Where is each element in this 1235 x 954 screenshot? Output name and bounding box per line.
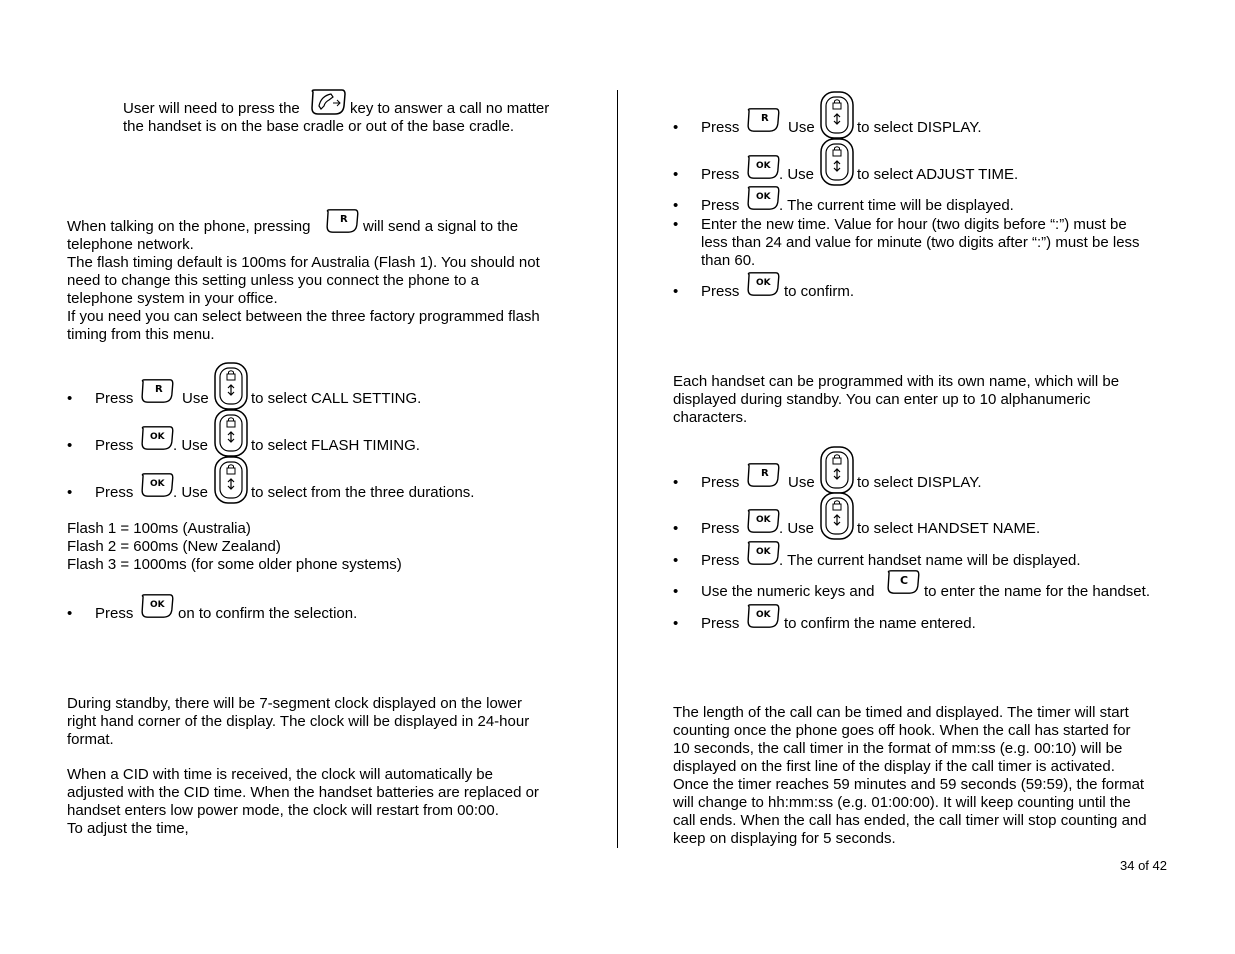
text-line: displayed during standby. You can enter up to 10 alphanumeric <box>673 391 1091 408</box>
ok-key-icon <box>745 603 781 629</box>
text-line: Each handset can be programmed with its own name, which will be <box>673 373 1120 390</box>
step-flash-timing <box>67 432 420 455</box>
bullet: • <box>67 437 73 454</box>
step-durations <box>67 479 475 502</box>
step-text: Use the numeric keys and <box>701 583 875 600</box>
text-line: The length of the call can be timed and displayed. The timer will start <box>673 704 1129 721</box>
step-text: Press <box>701 283 740 300</box>
svg-text:OK: OK <box>756 278 771 288</box>
ok-key-icon <box>745 540 781 566</box>
name-step-current <box>673 547 1081 570</box>
svg-text:OK: OK <box>150 479 165 489</box>
step-text: to confirm. <box>784 283 855 300</box>
step-text: Use <box>788 474 815 491</box>
step-text: Use <box>182 390 209 407</box>
bullet: • <box>673 166 679 183</box>
navigation-key-icon <box>819 137 855 187</box>
bullet: • <box>673 552 679 569</box>
name-step-enter <box>673 574 1150 601</box>
step-text: Press <box>95 390 134 407</box>
step-text: . Use <box>779 166 815 183</box>
step-text: Press <box>701 197 740 214</box>
ok-key-icon <box>745 185 781 211</box>
bullet: • <box>673 583 679 600</box>
svg-text:OK: OK <box>756 610 771 620</box>
text-line: the handset is on the base cradle or out of the base cradle. <box>123 118 515 135</box>
navigation-key-icon <box>819 491 855 541</box>
text-line: handset enters low power mode, the clock will restart from 00:00. <box>67 802 499 819</box>
bullet: • <box>673 615 679 632</box>
step-text: than 60. <box>701 252 756 269</box>
navigation-key-icon <box>819 445 855 495</box>
text-line: right hand corner of the display. The clock will be displayed in 24-hour <box>67 713 530 730</box>
step-text: Press <box>95 484 134 501</box>
ok-key-icon <box>745 271 781 297</box>
step-text: Enter the new time. Value for hour (two digits before “:”) must be <box>701 216 1127 233</box>
text-line: need to change this setting unless you connect the phone to a <box>67 272 479 289</box>
step-text: to select HANDSET NAME. <box>857 520 1041 537</box>
time-step-adjust <box>673 161 1019 184</box>
step-text: Press <box>701 474 740 491</box>
name-step-handset-name <box>673 515 1041 538</box>
step-text: to select DISPLAY. <box>857 119 982 136</box>
time-step-confirm <box>673 278 855 301</box>
navigation-key-icon <box>213 455 249 505</box>
step-call-setting <box>67 384 422 408</box>
talk-key-icon <box>309 88 347 116</box>
step-text: to select CALL SETTING. <box>251 390 422 407</box>
ok-key-icon <box>139 425 175 451</box>
svg-text:OK: OK <box>756 547 771 557</box>
flash-key-icon <box>324 208 360 234</box>
text-line: displayed on the first line of the display if the call timer is activated. <box>673 758 1115 775</box>
step-text: Press <box>701 552 740 569</box>
text-line: will change to hh:mm:ss (e.g. 01:00:00). It will keep counting until the <box>673 794 1131 811</box>
flash-key-icon <box>745 462 781 488</box>
column-divider <box>617 90 618 848</box>
ok-key-icon <box>745 508 781 534</box>
step-text: to enter the name for the handset. <box>924 583 1150 600</box>
step-text: Press <box>95 605 134 622</box>
navigation-key-icon <box>213 361 249 411</box>
svg-text:OK: OK <box>756 192 771 202</box>
text-line: key to answer a call no matter <box>350 100 550 117</box>
svg-text:R: R <box>340 214 348 225</box>
step-text: to select FLASH TIMING. <box>251 437 420 454</box>
text-line: Once the timer reaches 59 minutes and 59 seconds (59:59), the format <box>673 776 1145 793</box>
step-confirm <box>67 600 358 623</box>
text-line: timing from this menu. <box>67 326 215 343</box>
text-line: During standby, there will be 7-segment clock displayed on the lower <box>67 695 522 712</box>
step-text: on to confirm the selection. <box>178 605 358 622</box>
text-line: To adjust the time, <box>67 820 189 837</box>
step-text: . The current handset name will be displayed. <box>779 552 1081 569</box>
step-text: Press <box>701 615 740 632</box>
step-text: Use <box>788 119 815 136</box>
svg-text:OK: OK <box>150 432 165 442</box>
text-line: telephone system in your office. <box>67 290 278 307</box>
text-line: telephone network. <box>67 236 194 253</box>
bullet: • <box>673 520 679 537</box>
step-text: Press <box>701 520 740 537</box>
text-line: counting once the phone goes off hook. When the call has started for <box>673 722 1131 739</box>
flash-key-icon <box>139 378 175 404</box>
list-item: Flash 1 = 100ms (Australia) <box>67 520 251 537</box>
text-line: User will need to press the <box>123 100 300 117</box>
clear-key-icon <box>885 569 921 595</box>
text-line: will send a signal to the <box>363 218 519 235</box>
text-line: When talking on the phone, pressing <box>67 218 311 235</box>
ok-key-icon <box>139 593 175 619</box>
svg-text:OK: OK <box>756 161 771 171</box>
navigation-key-icon <box>819 90 855 140</box>
page-number: 34 of 42 <box>1120 858 1167 873</box>
text-line: 10 seconds, the call timer in the format of mm:ss (e.g. 00:10) will be <box>673 740 1123 757</box>
navigation-key-icon <box>213 408 249 458</box>
step-text: . Use <box>173 437 209 454</box>
text-line: characters. <box>673 409 748 426</box>
svg-text:OK: OK <box>150 600 165 610</box>
bullet: • <box>673 216 679 233</box>
step-text: to confirm the name entered. <box>784 615 976 632</box>
bullet: • <box>673 197 679 214</box>
step-text: Press <box>701 119 740 136</box>
name-step-confirm <box>673 610 976 633</box>
step-text: Press <box>701 166 740 183</box>
step-text: . Use <box>779 520 815 537</box>
ok-key-icon <box>139 472 175 498</box>
text-line: When a CID with time is received, the clock will automatically be <box>67 766 493 783</box>
text-line: keep on displaying for 5 seconds. <box>673 830 896 847</box>
text-line: call ends. When the call has ended, the call timer will stop counting and <box>673 812 1147 829</box>
text-line: The flash timing default is 100ms for Australia (Flash 1). You should not <box>67 254 540 271</box>
flash-key-icon <box>745 107 781 133</box>
step-text: to select DISPLAY. <box>857 474 982 491</box>
svg-text:R: R <box>155 384 163 395</box>
bullet: • <box>67 605 73 622</box>
bullet: • <box>673 119 679 136</box>
svg-text:OK: OK <box>756 515 771 525</box>
time-step-display <box>673 113 982 137</box>
step-text: . Use <box>173 484 209 501</box>
text-line: If you need you can select between the three factory programmed flash <box>67 308 540 325</box>
step-text: to select ADJUST TIME. <box>857 166 1019 183</box>
step-text: to select from the three durations. <box>251 484 475 501</box>
step-text: less than 24 and value for minute (two digits after “:”) must be less <box>701 234 1140 251</box>
svg-text:R: R <box>761 468 769 479</box>
bullet: • <box>673 283 679 300</box>
ok-key-icon <box>745 154 781 180</box>
list-item: Flash 3 = 1000ms (for some older phone systems) <box>67 556 402 573</box>
bullet: • <box>67 484 73 501</box>
step-text: Press <box>95 437 134 454</box>
text-line: format. <box>67 731 114 748</box>
svg-text:R: R <box>761 113 769 124</box>
step-text: . The current time will be displayed. <box>779 197 1014 214</box>
name-step-display <box>673 468 982 492</box>
bullet: • <box>673 474 679 491</box>
text-line: adjusted with the CID time. When the handset batteries are replaced or <box>67 784 539 801</box>
svg-text:C: C <box>900 574 909 587</box>
list-item: Flash 2 = 600ms (New Zealand) <box>67 538 281 555</box>
time-step-current <box>673 192 1014 215</box>
bullet: • <box>67 390 73 407</box>
